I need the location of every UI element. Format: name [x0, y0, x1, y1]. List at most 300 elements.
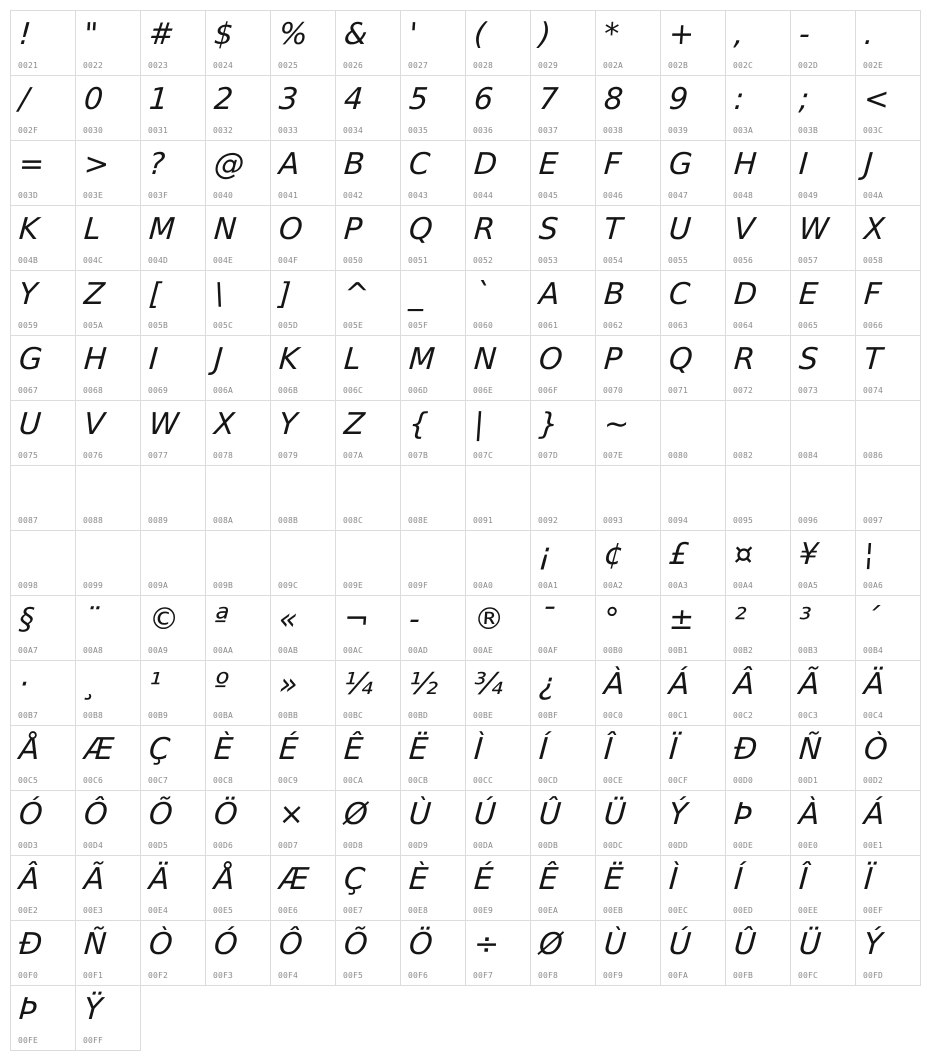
glyph-cell [401, 921, 466, 986]
glyph-cell [206, 11, 271, 76]
glyph-cell [271, 11, 336, 76]
glyph-character: ® [472, 602, 506, 637]
glyph-character: N [472, 342, 498, 377]
glyph-cell [531, 466, 596, 531]
glyph-cell [401, 791, 466, 856]
glyph-code-label: 003F [148, 191, 169, 200]
glyph-character: Á [667, 667, 691, 702]
glyph-cell [661, 271, 726, 336]
glyph-code-label: 00B7 [18, 711, 39, 720]
glyph-code-label: 0088 [83, 516, 104, 525]
glyph-character: Ü [797, 927, 823, 962]
glyph-cell [141, 466, 206, 531]
glyph-code-label: 00F0 [18, 971, 39, 980]
glyph-character: Ù [407, 797, 433, 832]
glyph-cell [11, 921, 76, 986]
glyph-code-label: 00EC [668, 906, 689, 915]
glyph-character: M [147, 212, 177, 247]
glyph-code-label: 00BA [213, 711, 234, 720]
glyph-cell [401, 401, 466, 466]
glyph-character: Û [732, 927, 758, 962]
glyph-character: Î [602, 732, 615, 767]
glyph-character: * [602, 17, 621, 52]
glyph-code-label: 009B [213, 581, 234, 590]
glyph-code-label: 00BB [278, 711, 299, 720]
glyph-cell [11, 141, 76, 206]
glyph-cell [141, 336, 206, 401]
glyph-cell [466, 531, 531, 596]
glyph-cell [466, 791, 531, 856]
glyph-cell [661, 726, 726, 791]
glyph-cell [531, 726, 596, 791]
glyph-code-label: 00DA [473, 841, 494, 850]
glyph-code-label: 00BC [343, 711, 364, 720]
glyph-code-label: 002E [863, 61, 884, 70]
glyph-cell [856, 531, 921, 596]
glyph-code-label: 0068 [83, 386, 104, 395]
glyph-code-label: 0042 [343, 191, 364, 200]
glyph-character: · [17, 667, 30, 702]
glyph-character: X [212, 407, 236, 442]
glyph-character: ¯ [537, 602, 556, 637]
glyph-cell [141, 141, 206, 206]
glyph-cell [11, 11, 76, 76]
glyph-code-label: 0031 [148, 126, 169, 135]
glyph-code-label: 0040 [213, 191, 234, 200]
glyph-character: X [862, 212, 886, 247]
glyph-code-label: 0047 [668, 191, 689, 200]
glyph-cell [466, 856, 531, 921]
glyph-code-label: 006D [408, 386, 429, 395]
glyph-cell [401, 466, 466, 531]
glyph-cell [596, 596, 661, 661]
glyph-cell [11, 791, 76, 856]
glyph-code-label: 0097 [863, 516, 884, 525]
glyph-character: ; [797, 82, 811, 117]
glyph-cell [661, 856, 726, 921]
glyph-cell [206, 596, 271, 661]
glyph-code-label: 00C6 [83, 776, 104, 785]
glyph-character: % [277, 17, 309, 52]
glyph-code-label: 0096 [798, 516, 819, 525]
glyph-code-label: 00EA [538, 906, 559, 915]
glyph-code-label: 0091 [473, 516, 494, 525]
glyph-cell [661, 466, 726, 531]
glyph-code-label: 007A [343, 451, 364, 460]
glyph-character: Î [797, 862, 810, 897]
glyph-cell [336, 726, 401, 791]
glyph-code-label: 0025 [278, 61, 299, 70]
glyph-character: G [667, 147, 694, 182]
glyph-code-label: 0073 [798, 386, 819, 395]
glyph-cell [856, 856, 921, 921]
glyph-character: P [602, 342, 624, 377]
glyph-cell [661, 401, 726, 466]
glyph-cell [141, 726, 206, 791]
glyph-cell [531, 791, 596, 856]
glyph-cell [271, 141, 336, 206]
glyph-code-label: 00C7 [148, 776, 169, 785]
glyph-cell [141, 206, 206, 271]
glyph-cell [791, 596, 856, 661]
glyph-code-label: 00EF [863, 906, 884, 915]
glyph-code-label: 00B9 [148, 711, 169, 720]
glyph-cell [401, 661, 466, 726]
glyph-cell [11, 986, 76, 1051]
glyph-character: ¡ [537, 537, 553, 572]
glyph-cell [11, 726, 76, 791]
glyph-code-label: 002D [798, 61, 819, 70]
glyph-cell [596, 141, 661, 206]
glyph-cell [206, 206, 271, 271]
glyph-code-label: 005F [408, 321, 429, 330]
glyph-code-label: 0026 [343, 61, 364, 70]
glyph-code-label: 00CE [603, 776, 624, 785]
glyph-character: 7 [537, 82, 560, 117]
glyph-cell [11, 336, 76, 401]
glyph-code-label: 00F3 [213, 971, 234, 980]
glyph-cell [596, 76, 661, 141]
glyph-cell [661, 921, 726, 986]
glyph-code-label: 00A3 [668, 581, 689, 590]
glyph-code-label: 005E [343, 321, 364, 330]
glyph-code-label: 00A2 [603, 581, 624, 590]
glyph-code-label: 0080 [668, 451, 689, 460]
glyph-code-label: 0095 [733, 516, 754, 525]
glyph-character: Ÿ [82, 992, 104, 1027]
glyph-character: Q [667, 342, 694, 377]
glyph-cell [11, 856, 76, 921]
glyph-character: Ä [147, 862, 171, 897]
glyph-code-label: 00E6 [278, 906, 299, 915]
glyph-cell [271, 531, 336, 596]
glyph-cell [271, 76, 336, 141]
glyph-code-label: 007D [538, 451, 559, 460]
glyph-cell [531, 336, 596, 401]
glyph-character: Ç [342, 862, 367, 897]
glyph-cell [726, 466, 791, 531]
glyph-code-label: 0050 [343, 256, 364, 265]
glyph-cell [531, 596, 596, 661]
glyph-character: « [277, 602, 299, 637]
glyph-character: Ò [147, 927, 174, 962]
glyph-cell [726, 856, 791, 921]
glyph-character: Ï [862, 862, 875, 897]
glyph-code-label: 00D1 [798, 776, 819, 785]
glyph-cell [661, 596, 726, 661]
glyph-cell [531, 661, 596, 726]
glyph-character: Q [407, 212, 434, 247]
glyph-cell [401, 76, 466, 141]
glyph-cell [11, 531, 76, 596]
glyph-cell [726, 401, 791, 466]
glyph-cell [856, 791, 921, 856]
glyph-cell [726, 76, 791, 141]
glyph-cell [141, 11, 206, 76]
glyph-code-label: 00EE [798, 906, 819, 915]
glyph-character: H [732, 147, 758, 182]
glyph-character: S [797, 342, 820, 377]
glyph-code-label: 0057 [798, 256, 819, 265]
glyph-cell [141, 271, 206, 336]
glyph-code-label: 0045 [538, 191, 559, 200]
glyph-cell [206, 921, 271, 986]
glyph-cell [401, 11, 466, 76]
glyph-character: C [407, 147, 432, 182]
glyph-code-label: 00F6 [408, 971, 429, 980]
glyph-character: J [212, 342, 225, 377]
glyph-character: V [82, 407, 106, 442]
glyph-code-label: 005A [83, 321, 104, 330]
glyph-character: Ð [732, 732, 759, 767]
glyph-character: L [82, 212, 102, 247]
glyph-code-label: 006B [278, 386, 299, 395]
glyph-code-label: 00CA [343, 776, 364, 785]
glyph-cell [206, 76, 271, 141]
glyph-character: D [472, 147, 499, 182]
glyph-cell [531, 206, 596, 271]
glyph-cell [271, 726, 336, 791]
glyph-cell [206, 271, 271, 336]
glyph-code-label: 0041 [278, 191, 299, 200]
glyph-cell [726, 726, 791, 791]
glyph-cell [336, 271, 401, 336]
glyph-code-label: 0036 [473, 126, 494, 135]
glyph-cell [791, 726, 856, 791]
glyph-code-label: 0032 [213, 126, 234, 135]
glyph-character: F [602, 147, 623, 182]
glyph-code-label: 00BF [538, 711, 559, 720]
glyph-cell [336, 791, 401, 856]
glyph-cell [856, 271, 921, 336]
glyph-code-label: 004E [213, 256, 234, 265]
glyph-code-label: 007C [473, 451, 494, 460]
glyph-cell [336, 856, 401, 921]
glyph-code-label: 009E [343, 581, 364, 590]
glyph-character: @ [212, 147, 246, 182]
glyph-code-label: 00A9 [148, 646, 169, 655]
glyph-character: / [17, 82, 31, 117]
glyph-code-label: 009C [278, 581, 299, 590]
glyph-code-label: 002A [603, 61, 624, 70]
glyph-cell [726, 141, 791, 206]
glyph-cell [336, 336, 401, 401]
glyph-character: F [862, 277, 883, 312]
glyph-code-label: 00E5 [213, 906, 234, 915]
glyph-code-label: 00FC [798, 971, 819, 980]
glyph-character: Â [732, 667, 756, 702]
glyph-cell [466, 661, 531, 726]
glyph-cell [271, 791, 336, 856]
glyph-code-label: 00C5 [18, 776, 39, 785]
glyph-cell [596, 271, 661, 336]
glyph-character: Ç [147, 732, 172, 767]
glyph-cell [661, 206, 726, 271]
glyph-cell [596, 466, 661, 531]
glyph-character: È [212, 732, 235, 767]
glyph-character: Ý [862, 927, 884, 962]
glyph-character: E [797, 277, 820, 312]
glyph-cell [271, 856, 336, 921]
glyph-character: Ê [537, 862, 560, 897]
glyph-cell [76, 726, 141, 791]
glyph-code-label: 0061 [538, 321, 559, 330]
glyph-character: { [407, 407, 430, 442]
glyph-cell [141, 531, 206, 596]
glyph-character: G [17, 342, 44, 377]
glyph-character: Ü [602, 797, 628, 832]
glyph-character: ) [537, 17, 552, 52]
glyph-character: Í [732, 862, 745, 897]
glyph-code-label: 0093 [603, 516, 624, 525]
glyph-cell [141, 921, 206, 986]
glyph-character: È [407, 862, 430, 897]
glyph-code-label: 0074 [863, 386, 884, 395]
glyph-cell [76, 856, 141, 921]
glyph-cell [466, 206, 531, 271]
glyph-cell [661, 661, 726, 726]
glyph-cell [856, 726, 921, 791]
glyph-character: K [17, 212, 40, 247]
glyph-code-label: 0024 [213, 61, 234, 70]
glyph-code-label: 0086 [863, 451, 884, 460]
glyph-code-label: 00AE [473, 646, 494, 655]
glyph-cell [726, 921, 791, 986]
glyph-code-label: 004A [863, 191, 884, 200]
glyph-code-label: 00D7 [278, 841, 299, 850]
glyph-cell [791, 661, 856, 726]
glyph-character: ! [17, 17, 33, 52]
glyph-character: ¢ [602, 537, 625, 572]
glyph-code-label: 00D8 [343, 841, 364, 850]
glyph-cell [141, 661, 206, 726]
glyph-code-label: 0067 [18, 386, 39, 395]
glyph-character: Ë [407, 732, 430, 767]
glyph-code-label: 00A0 [473, 581, 494, 590]
glyph-code-label: 006C [343, 386, 364, 395]
glyph-code-label: 009A [148, 581, 169, 590]
glyph-character: ] [277, 277, 292, 312]
glyph-cell [791, 11, 856, 76]
glyph-code-label: 0070 [603, 386, 624, 395]
glyph-code-label: 0049 [798, 191, 819, 200]
glyph-character: Y [277, 407, 299, 442]
glyph-cell [11, 206, 76, 271]
glyph-character: ^ [342, 277, 371, 312]
glyph-code-label: 0098 [18, 581, 39, 590]
glyph-character: £ [667, 537, 690, 572]
glyph-cell [596, 531, 661, 596]
glyph-code-label: 00F9 [603, 971, 624, 980]
glyph-character: J [862, 147, 875, 182]
glyph-character: N [212, 212, 238, 247]
glyph-code-label: 00A1 [538, 581, 559, 590]
glyph-code-label: 008C [343, 516, 364, 525]
glyph-cell [271, 336, 336, 401]
glyph-character: Ô [277, 927, 304, 962]
glyph-cell [531, 141, 596, 206]
glyph-code-label: 008B [278, 516, 299, 525]
glyph-cell [596, 11, 661, 76]
glyph-character: W [147, 407, 180, 442]
glyph-character: ' [407, 17, 419, 52]
glyph-character: Á [862, 797, 886, 832]
glyph-character: } [537, 407, 560, 442]
glyph-code-label: 00C3 [798, 711, 819, 720]
glyph-cell [596, 791, 661, 856]
glyph-character: $ [212, 17, 235, 52]
glyph-cell [466, 596, 531, 661]
glyph-character: B [342, 147, 366, 182]
glyph-code-label: 00AC [343, 646, 364, 655]
glyph-cell [141, 401, 206, 466]
glyph-character: - [797, 17, 812, 52]
glyph-code-label: 004C [83, 256, 104, 265]
glyph-cell [791, 401, 856, 466]
glyph-character: ª [212, 602, 230, 637]
glyph-character: D [732, 277, 759, 312]
glyph-code-label: 00B2 [733, 646, 754, 655]
glyph-code-label: 0030 [83, 126, 104, 135]
glyph-code-label: 00EB [603, 906, 624, 915]
glyph-code-label: 0076 [83, 451, 104, 460]
glyph-character: ¼ [342, 667, 375, 702]
glyph-code-label: 005C [213, 321, 234, 330]
glyph-character: 8 [602, 82, 625, 117]
glyph-character: © [147, 602, 181, 637]
glyph-cell [596, 336, 661, 401]
glyph-cell [596, 401, 661, 466]
glyph-cell [856, 596, 921, 661]
glyph-character: Â [17, 862, 41, 897]
glyph-code-label: 00CF [668, 776, 689, 785]
glyph-cell [856, 401, 921, 466]
glyph-character: » [277, 667, 299, 702]
glyph-character: U [667, 212, 693, 247]
glyph-character: Í [537, 732, 550, 767]
glyph-cell [596, 921, 661, 986]
glyph-code-label: 00DC [603, 841, 624, 850]
glyph-character: H [82, 342, 108, 377]
glyph-character: Ù [602, 927, 628, 962]
glyph-cell [336, 921, 401, 986]
glyph-character: ¬ [342, 602, 371, 637]
glyph-code-label: 00E4 [148, 906, 169, 915]
glyph-character: T [862, 342, 884, 377]
glyph-cell [336, 596, 401, 661]
glyph-cell [76, 401, 141, 466]
glyph-cell [76, 596, 141, 661]
glyph-cell [401, 206, 466, 271]
glyph-code-label: 00DE [733, 841, 754, 850]
glyph-character: Ó [17, 797, 44, 832]
glyph-code-label: 00E9 [473, 906, 494, 915]
glyph-code-label: 00FB [733, 971, 754, 980]
glyph-code-label: 0065 [798, 321, 819, 330]
glyph-code-label: 0033 [278, 126, 299, 135]
glyph-cell [11, 401, 76, 466]
glyph-code-label: 0027 [408, 61, 429, 70]
glyph-character: I [147, 342, 160, 377]
glyph-character: . [862, 17, 875, 52]
glyph-character: À [797, 797, 821, 832]
glyph-code-label: 00A7 [18, 646, 39, 655]
glyph-code-label: 00C9 [278, 776, 299, 785]
glyph-character: Ö [212, 797, 239, 832]
glyph-cell [76, 466, 141, 531]
glyph-code-label: 00B8 [83, 711, 104, 720]
glyph-character: Õ [147, 797, 174, 832]
